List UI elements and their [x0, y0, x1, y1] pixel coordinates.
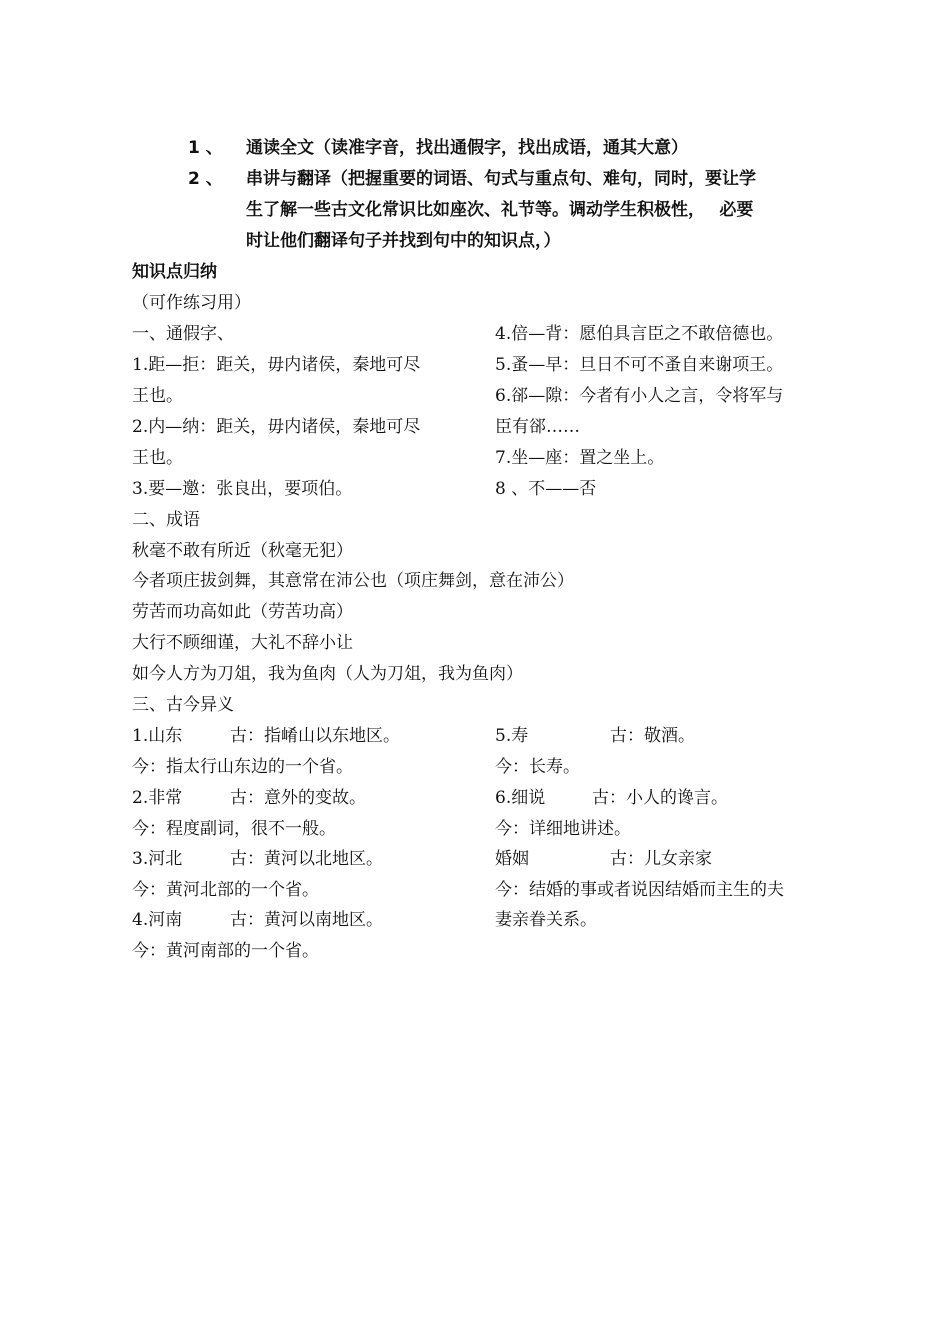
summary-title: 知识点归纳	[132, 262, 217, 282]
section1-right-line: 臣有郤……	[495, 417, 580, 437]
gujin-ancient: 古：黄河以南地区。	[230, 910, 383, 930]
summary-subtitle: （可作练习用）	[132, 293, 251, 313]
idiom-item: 今者项庄拔剑舞，其意常在沛公也（项庄舞剑，意在沛公）	[132, 571, 574, 591]
idiom-item: 大行不顾细谨，大礼不辞小让	[132, 633, 353, 653]
section1-right-line: 6.郤—隙：今者有小人之言，令将军与	[495, 386, 784, 406]
section1-right-line: 4.倍—背：愿伯具言臣之不敢倍德也。	[495, 324, 784, 344]
gujin-ancient: 古：意外的变故。	[230, 788, 366, 808]
idiom-item: 秋毫不敢有所近（秋毫无犯）	[132, 541, 353, 561]
gujin-modern: 今：指太行山东边的一个省。	[132, 757, 353, 777]
gujin-modern: 今：长寿。	[495, 757, 580, 777]
gujin-term: 5.寿	[495, 726, 529, 746]
section1-left-line: 3.要—邀：张良出，要项伯。	[132, 479, 353, 499]
section3-heading: 三、古今异义	[132, 695, 234, 715]
gujin-modern: 今：详细地讲述。	[495, 819, 631, 839]
gujin-ancient: 古：小人的谗言。	[592, 788, 728, 808]
section1-right-line: 7.坐—座：置之坐上。	[495, 448, 665, 468]
gujin-modern: 今：黄河南部的一个省。	[132, 941, 319, 961]
gujin-term: 6.细说	[495, 788, 546, 808]
section1-right-line: 8 、不——否	[495, 479, 597, 499]
step-1-number: 1 、	[188, 138, 223, 158]
gujin-term: 2.非常	[132, 788, 183, 808]
section1-left-line: 王也。	[132, 386, 183, 406]
gujin-ancient: 古：指崤山以东地区。	[230, 726, 400, 746]
step-2-number: 2 、	[188, 169, 223, 189]
step-2-line-1: 串讲与翻译（把握重要的词语、句式与重点句、难句，同时，要让学	[246, 169, 756, 189]
gujin-modern: 今：程度副词，很不一般。	[132, 819, 336, 839]
gujin-modern-continued: 妻亲眷关系。	[495, 910, 597, 930]
gujin-term: 3.河北	[132, 849, 183, 869]
gujin-modern: 今：结婚的事或者说因结婚而主生的夫	[495, 880, 784, 900]
section1-right-line: 5.蚤—早：旦日不可不蚤自来谢项王。	[495, 355, 784, 375]
section2-heading: 二、成语	[132, 510, 200, 530]
gujin-ancient: 古：儿女亲家	[610, 849, 712, 869]
section1-left-line: 2.内—纳：距关，毋内诸侯，秦地可尽	[132, 417, 421, 437]
gujin-ancient: 古：敬酒。	[610, 726, 695, 746]
section1-heading: 一、通假字、	[132, 324, 234, 344]
section1-left-line: 1.距—拒：距关，毋内诸侯，秦地可尽	[132, 355, 421, 375]
gujin-term: 1.山东	[132, 726, 183, 746]
gujin-ancient: 古：黄河以北地区。	[230, 849, 383, 869]
idiom-item: 如今人方为刀俎，我为鱼肉（人为刀俎，我为鱼肉）	[132, 664, 523, 684]
step-2-line-3: 时让他们翻译句子并找到句中的知识点，）	[246, 231, 561, 251]
step-2-line-2: 生了解一些古文化常识比如座次、礼节等。调动学生积极性， 必要	[246, 200, 754, 220]
gujin-modern: 今：黄河北部的一个省。	[132, 880, 319, 900]
idiom-item: 劳苦而功高如此（劳苦功高）	[132, 602, 353, 622]
section1-left-line: 王也。	[132, 448, 183, 468]
gujin-term: 婚姻	[495, 849, 529, 869]
step-1-text: 通读全文（读准字音，找出通假字，找出成语，通其大意）	[246, 138, 688, 158]
gujin-term: 4.河南	[132, 910, 183, 930]
